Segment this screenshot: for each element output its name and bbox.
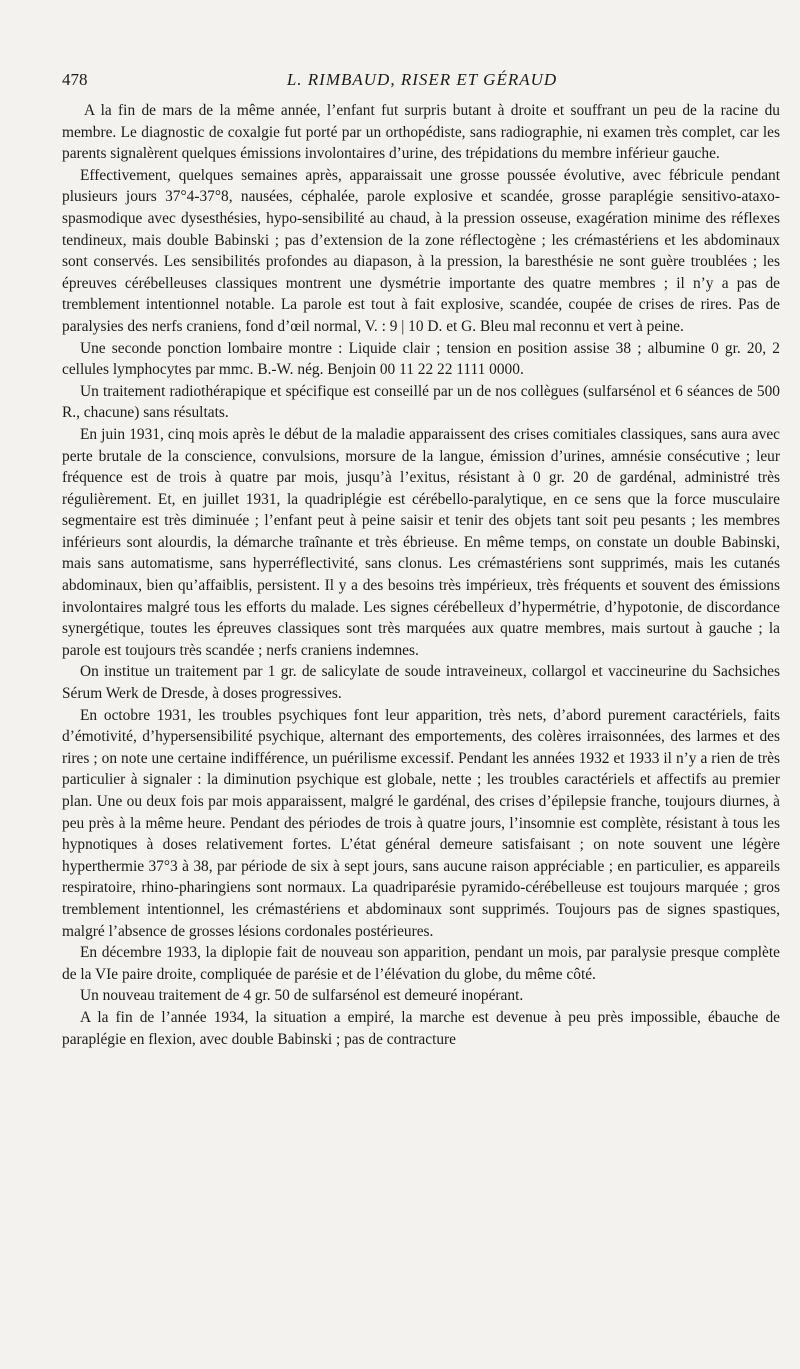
paragraph: En octobre 1931, les troubles psychiques font leur apparition, très nets, d’abord purement caractériels, faits d’émotivité, d’hypersensibilité psychique, alternant des emportements, des colères irraisonnées, des larmes et des rires ; on note une certaine indifférence, un puérilisme excessif. Pendant les années 1932 et 1933 il n’y a rien de très particulier à signaler : la diminution psychique est globale, nette ; les troubles caractériels et affectifs au premier plan. Une ou deux fois par mois apparaissent, malgré le gardénal, des crises d’épilepsie franche, toujours diurnes, à peu près à la même heure. Pendant des périodes de trois à quatre jours, l’insomnie est complète, résistant à tous les hypnotiques à doses relativement fortes. L’état général demeure satisfaisant ; on note souvent une légère hyperthermie 37°3 à 38, par période de six à sept jours, sans aucune raison appréciable ; en particulier, es appareils respiratoire, rhino-pharingiens sont normaux. La quadriparésie pyramido-cérébelleuse est toujours marquée ; gros tremblement intentionnel, les crémastériens et abdominaux sont supprimés. Toujours pas de signes spastiques, malgré l’absence de grosses lésions cordonales postérieures.	[62, 706, 780, 940]
page-number: 478	[62, 70, 88, 89]
paragraph: En juin 1931, cinq mois après le début de la maladie apparaissent des crises comitiales classiques, sans aura avec perte brutale de la conscience, convulsions, morsure de la langue, émission d’urines, amnésie consécutive ; leur fréquence est de trois à quatre par mois, jusqu’à l’exitus, résistant à 0 gr. 20 de gardénal, administré très régulièrement. Et, en juillet 1931, la quadriplégie est cérébello-paralytique, en ce sens que la force musculaire segmentaire est très diminuée ; l’enfant peut à peine saisir et tenir des objets tant soit peu pesants ; les membres inférieurs sont alourdis, la démarche traînante et très ébrieuse. En même temps, on constate un double Babinski, mais sans automatisme, sans hyperréflectivité, sans clonus. Les crémastériens sont supprimés, mais les cutanés abdominaux, bien qu’affaiblis, persistent. Il y a des besoins très impérieux, très fréquents et souvent des émissions involontaires malgré tous les efforts du malade. Les signes cérébelleux d’hypermétrie, d’hypotonie, de discordance synergétique, toutes les épreuves classiques sont très marquées aux quatre membres, mais surtout à gauche ; la parole est toujours très scandée ; nerfs craniens indemnes.	[62, 425, 780, 659]
page-header	[62, 70, 782, 92]
paragraph: Une seconde ponction lombaire montre : Liquide clair ; tension en position assise 38 ; albumine 0 gr. 20, 2 cellules lymphocytes par mmc. B.-W. nég. Benjoin 00 11 22 22 1111 0000.	[62, 339, 780, 379]
paragraph: A la fin de mars de la même année, l’enfant fut surpris butant à droite et souffrant un peu de la racine du membre. Le diagnostic de coxalgie fut porté par un orthopédiste, sans radiographie, ni examen très complet, car les parents signalèrent quelques émissions involontaires d’urine, des trépidations du membre inférieur gauche.	[62, 102, 780, 163]
paragraph: En décembre 1933, la diplopie fait de nouveau son apparition, pendant un mois, par paralysie presque complète de la VIe paire droite, compliquée de parésie et de l’élévation du globe, du même côté.	[62, 944, 780, 983]
body-text	[62, 100, 780, 1050]
paragraph: A la fin de l’année 1934, la situation a empiré, la marche est devenue à peu près impossible, ébauche de paraplégie en flexion, avec double Babinski ; pas de contracture	[62, 1008, 780, 1048]
paragraph: Un nouveau traitement de 4 gr. 50 de sulfarsénol est demeuré inopérant.	[80, 987, 524, 1005]
paragraph: Un traitement radiothérapique et spécifique est conseillé par un de nos collègues (sulfarsénol et 6 séances de 500 R., chacune) sans résultats.	[62, 382, 780, 422]
running-title: L. RIMBAUD, RISER ET GÉRAUD	[286, 70, 558, 89]
paragraph: On institue un traitement par 1 gr. de salicylate de soude intraveineux, collargol et vaccineurine du Sachsiches Sérum Werk de Dresde, à doses progressives.	[62, 663, 780, 703]
paragraph: Effectivement, quelques semaines après, apparaissait une grosse poussée évolutive, avec fébricule pendant plusieurs jours 37°4-37°8, nausées, céphalée, parole explosive et scandée, grosse paraplégie sensitivo-ataxo-spasmodique avec dysesthésies, hypo-sensibilité au chaud, à la pression osseuse, exagération minime des réflexes tendineux, mais double Babinski ; pas d’extension de la zone réflectogène ; les crémastériens et les abdominaux sont conservés. Les sensibilités profondes au diapason, à la pression, la baresthésie ne sont guère troublées ; les épreuves cérébelleuses classiques montrent une dysmétrie importante des quatre membres ; il n’y a pas de tremblement intentionnel notable. La parole est tout à fait explosive, scandée, coupée de crises de rires. Pas de paralysies des nerfs craniens, fond d’œil normal, V. : 9 | 10 D. et G. Bleu mal reconnu et vert à peine.	[62, 166, 780, 335]
